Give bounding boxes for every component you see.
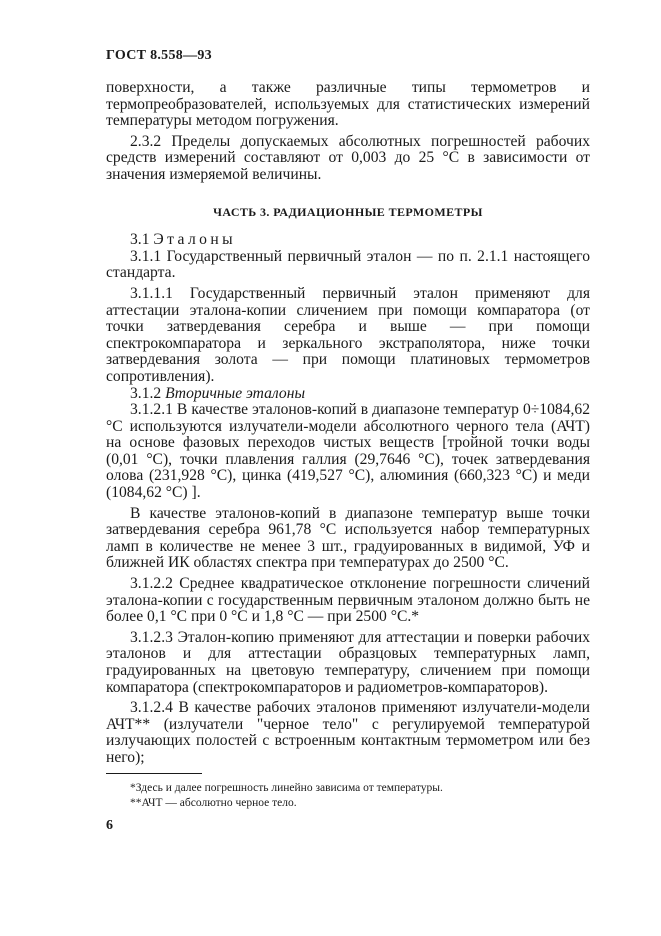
- paragraph-3-1-2-3: 3.1.2.3 Эталон-копию применяют для аттестации и поверки рабочих эталонов и для аттестации образцовых температурных ламп, градуированных на цветовую температуру, сличением при помощи компаратора (спектрокомпараторов и радиометров-компараторов).: [106, 628, 590, 696]
- paragraph-3-1-2-1-b: В качестве эталонов-копий в диапазоне температур выше точки затвердевания серебра 961,78 °С используется набор температурных ламп в количестве не менее 3 шт., градуированных в видимой, УФ и ближней ИК областях спектра при температурах до 2500 °С.: [106, 504, 590, 572]
- paragraph-3-1-2-4: 3.1.2.4 В качестве рабочих эталонов применяют излучатели-модели АЧТ** (излучатели "черное тело" с регулируемой температурой излучающих полостей с встроенным контактным термометром или без него);: [106, 699, 590, 766]
- heading-3-1-2-title: Вторичные эталоны: [165, 384, 306, 402]
- heading-3-1: [106, 232, 590, 249]
- page-number: 6: [106, 818, 113, 833]
- heading-3-1-title: Эталоны: [153, 231, 236, 249]
- heading-3-1-2: [106, 386, 590, 403]
- paragraph-3-1-1: 3.1.1 Государственный первичный эталон — по п. 2.1.1 настоящего стандарта.: [106, 247, 590, 282]
- footnote-divider: [106, 773, 202, 774]
- footnote-1: *Здесь и далее погрешность линейно зависима от температуры.: [130, 782, 443, 794]
- standard-header: ГОСТ 8.558—93: [106, 48, 212, 63]
- heading-3-1-2-number: 3.1.2: [130, 384, 162, 402]
- footnotes: [106, 781, 590, 811]
- paragraph-3-1-1-1: 3.1.1.1 Государственный первичный эталон применяют для аттестации эталона-копии сличением при помощи компаратора (от точки затвердевания серебра и выше — при помощи спектрокомпаратора и зеркального экстраполятора, ниже точки затвердевания золота — при помощи платиновых термометров сопротивления).: [106, 284, 590, 385]
- paragraph-continuation: поверхности, а также различные типы термометров и термопреобразователей, используемых для статистических измерений температуры методом погружения.: [106, 79, 590, 130]
- body-text: [106, 80, 590, 767]
- paragraph-3-1-2-2: 3.1.2.2 Среднее квадратическое отклонение погрешности сличений эталона-копии с государственным первичным эталоном должно быть не более 0,1 °С при 0 °С и 1,8 °С — при 2500 °С.*: [106, 575, 590, 626]
- paragraph-3-1-2-1: 3.1.2.1 В качестве эталонов-копий в диапазоне температур 0÷1084,62 °С используются излучатели-модели абсолютного черного тела (АЧТ) на основе фазовых переходов чистых веществ [тройной точки воды (0,01 °С), точки плавления галлия (29,7646 °С), точек затвердевания олова (231,928 °С), цинка (419,527 °С), алюминия (660,323 °С) и меди (1084,62 °С) ].: [106, 401, 590, 502]
- paragraph-2-3-2: 2.3.2 Пределы допускаемых абсолютных погрешностей рабочих средств измерений составляют от 0,003 до 25 °С в зависимости от значения измеряемой величины.: [106, 132, 590, 183]
- section-heading: ЧАСТЬ 3. РАДИАЦИОННЫЕ ТЕРМОМЕТРЫ: [213, 204, 483, 219]
- heading-3-1-number: 3.1: [130, 231, 150, 249]
- footnote-2: **АЧТ — абсолютно черное тело.: [130, 797, 297, 809]
